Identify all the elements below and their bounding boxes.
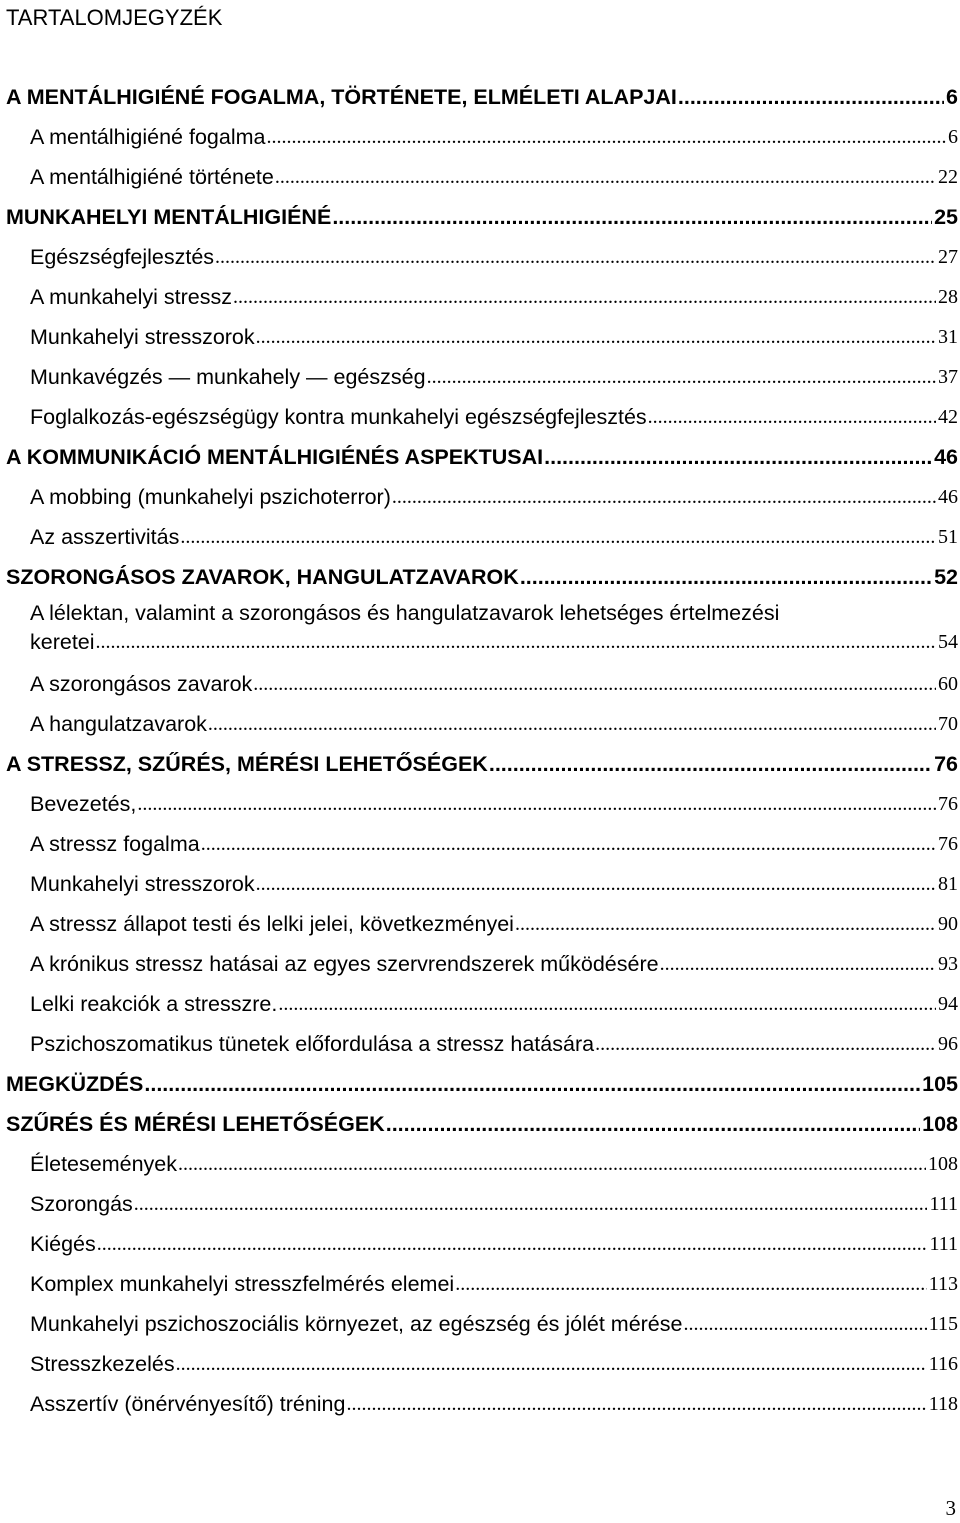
toc-entry-label: A stressz fogalma [30,832,200,856]
dot-leader [176,1350,927,1378]
toc-entry[interactable] [30,1390,958,1418]
dot-leader [595,1030,936,1058]
toc-entry-page: 31 [938,326,958,348]
dot-leader [520,563,932,591]
toc-entry[interactable] [30,1310,958,1338]
toc-entry-label: A STRESSZ, SZŰRÉS, MÉRÉSI LEHETŐSÉGEK [6,752,488,776]
toc-entry-label: A szorongásos zavarok [30,672,253,696]
dot-leader [178,1150,926,1178]
toc-entry-page: 37 [938,366,958,388]
toc-entry[interactable] [30,283,958,311]
toc-entry[interactable] [30,523,958,551]
toc-entry-page: 46 [938,486,958,508]
toc-entry-label: Lelki reakciók a stresszre. [30,992,278,1016]
toc-entry-page: 28 [938,286,958,308]
toc-entry[interactable] [6,563,958,591]
toc-entry[interactable] [6,203,958,231]
toc-entry-page: 25 [934,205,958,229]
dot-leader [137,790,936,818]
dot-leader [648,403,936,431]
toc-entry-label: A hangulatzavarok [30,712,207,736]
toc-entry-page: 111 [929,1233,958,1255]
toc-entry-page: 108 [928,1153,958,1175]
toc-entry-page: 93 [938,953,958,975]
toc-entry-page: 52 [934,565,958,589]
toc-entry-label: Életesemények [30,1152,177,1176]
toc-entry[interactable] [6,1070,958,1098]
toc-entry-page: 105 [922,1072,958,1096]
toc-entry-label: A mobbing (munkahelyi pszichoterror) [30,485,391,509]
toc-entry[interactable] [30,1150,958,1178]
dot-leader [134,1190,928,1218]
toc-entry-page: 115 [928,1313,958,1335]
toc-entry-label-continued: keretei [30,630,95,654]
toc-entry-label: Komplex munkahelyi stresszfelmérés elemei [30,1272,455,1296]
toc-entry[interactable] [30,243,958,271]
toc-entry-page: 70 [938,713,958,735]
toc-entry-label: Az asszertivitás [30,525,180,549]
toc-entry-page: 113 [928,1273,958,1295]
toc-entry-page: 81 [938,873,958,895]
toc-entry[interactable] [30,123,958,151]
dot-leader [346,1390,926,1418]
toc-entry-page: 94 [938,993,958,1015]
toc-entry[interactable] [30,1270,958,1298]
dot-leader [278,990,936,1018]
dot-leader [97,1230,928,1258]
toc-entry[interactable] [30,598,958,656]
dot-leader [275,163,936,191]
dot-leader [386,1110,920,1138]
toc-entry[interactable] [30,1230,958,1258]
dot-leader [144,1070,920,1098]
toc-entry[interactable] [30,710,958,738]
toc-entry-page: 6 [948,126,958,148]
toc-entry-label: Munkahelyi pszichoszociális környezet, az egészség és jólét mérése [30,1312,683,1336]
dot-leader [201,830,936,858]
dot-leader [544,443,932,471]
dot-leader [256,870,936,898]
toc-entry-label: Bevezetés, [30,792,137,816]
toc-entry-label: Munkahelyi stresszorok [30,872,255,896]
toc-entry-page: 22 [938,166,958,188]
toc-entry[interactable] [30,670,958,698]
toc-entry-label: A lélektan, valamint a szorongásos és hangulatzavarok lehetséges értelmezési [30,601,780,625]
toc-entry-page: 60 [938,673,958,695]
toc-entry[interactable] [30,910,958,938]
toc-entry[interactable] [30,363,958,391]
toc-entry-label: Kiégés [30,1232,96,1256]
dot-leader [208,710,936,738]
dot-leader [455,1270,927,1298]
page-number: 3 [945,1496,956,1520]
toc-entry-page: 46 [934,445,958,469]
toc-entry-label: A krónikus stressz hatásai az egyes szervrendszerek működésére [30,952,659,976]
dot-leader [253,670,936,698]
toc-entry-label: Stresszkezelés [30,1352,175,1376]
toc-entry-page: 54 [938,631,958,653]
toc-entry-label: A mentálhigiéné fogalma [30,125,266,149]
toc-entry-label: Egészségfejlesztés [30,245,215,269]
toc-entry-page: 118 [928,1393,958,1415]
toc-entry[interactable] [30,990,958,1018]
toc-entry-label: Asszertív (önérvényesítő) tréning [30,1392,346,1416]
dot-leader [683,1310,926,1338]
toc-entry-continuation [30,628,958,656]
toc-entry[interactable] [30,950,958,978]
toc-entry-label: SZŰRÉS ÉS MÉRÉSI LEHETŐSÉGEK [6,1112,385,1136]
toc-entry-label: Munkavégzés — munkahely — egészség [30,365,426,389]
toc-entry[interactable] [6,443,958,471]
toc-entry-label: A stressz állapot testi és lelki jelei, következményei [30,912,514,936]
toc-entry[interactable] [6,750,958,778]
dot-leader [392,483,936,511]
dot-leader [215,243,936,271]
toc-entry[interactable] [30,163,958,191]
toc-entry-label: Foglalkozás-egészségügy kontra munkahelyi egészségfejlesztés [30,405,647,429]
dot-leader [96,628,936,656]
toc-entry[interactable] [30,403,958,431]
toc-entry-page: 51 [938,526,958,548]
dot-leader [256,323,936,351]
dot-leader [266,123,946,151]
toc-entry-label: Szorongás [30,1192,133,1216]
toc-entry-label: SZORONGÁSOS ZAVAROK, HANGULATZAVAROK [6,565,519,589]
toc-entry-label: A KOMMUNIKÁCIÓ MENTÁLHIGIÉNÉS ASPEKTUSAI [6,445,544,469]
dot-leader [489,750,932,778]
toc-entry[interactable] [30,790,958,818]
toc-entry[interactable] [30,870,958,898]
toc-entry-label: A MENTÁLHIGIÉNÉ FOGALMA, TÖRTÉNETE, ELMÉLETI ALAPJAI [6,85,677,109]
toc-entry-page: 6 [946,85,958,109]
toc-entry-page: 42 [938,406,958,428]
dot-leader [332,203,932,231]
toc-entry[interactable] [6,83,958,111]
toc-entry-page: 111 [929,1193,958,1215]
toc-entry-page: 76 [938,793,958,815]
toc-entry-label: MUNKAHELYI MENTÁLHIGIÉNÉ [6,205,332,229]
toc-entry-label: A munkahelyi stressz [30,285,232,309]
dot-leader [660,950,936,978]
dot-leader [515,910,936,938]
toc-entry-page: 76 [938,833,958,855]
toc-entry[interactable] [30,830,958,858]
dot-leader [427,363,936,391]
toc-entry[interactable] [30,1350,958,1378]
toc-entry-page: 116 [928,1353,958,1375]
dot-leader [678,83,944,111]
toc-entry-page: 96 [938,1033,958,1055]
toc-title: TARTALOMJEGYZÉK [6,5,223,30]
toc-entry-page: 108 [922,1112,958,1136]
dot-leader [180,523,936,551]
toc-entry[interactable] [6,1110,958,1138]
toc-entry-page: 90 [938,913,958,935]
toc-entry[interactable] [30,483,958,511]
toc-entry-page: 76 [934,752,958,776]
toc-entry-label: Pszichoszomatikus tünetek előfordulása a stressz hatására [30,1032,595,1056]
toc-entry[interactable] [30,323,958,351]
toc-entry-label: Munkahelyi stresszorok [30,325,255,349]
dot-leader [233,283,936,311]
toc-entry[interactable] [30,1030,958,1058]
toc-entry[interactable] [30,1190,958,1218]
toc-entry-label: A mentálhigiéné története [30,165,274,189]
toc-entry-label: MEGKÜZDÉS [6,1072,144,1096]
toc-entry-page: 27 [938,246,958,268]
